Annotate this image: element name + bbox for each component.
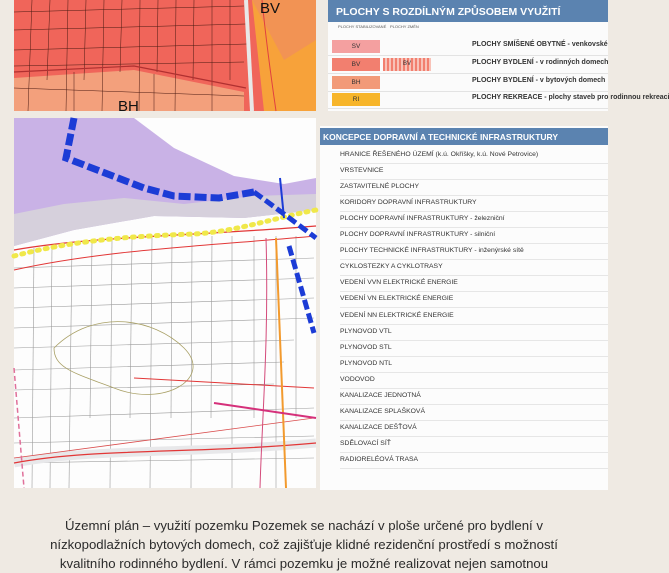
legend-item: VEDENÍ VN ELEKTRICKÉ ENERGIE <box>340 291 608 308</box>
infrastructure-legend-title: KONCEPCE DOPRAVNÍ A TECHNICKÉ INFRASTRUKTURY <box>320 128 608 145</box>
legend-item: PLYNOVOD NTL <box>340 356 608 373</box>
legend-item: PLOCHY DOPRAVNÍ INFRASTRUKTURY - železniční <box>340 211 608 228</box>
legend-item: PLYNOVOD STL <box>340 340 608 357</box>
legend-label-bv: PLOCHY BYDLENÍ - v rodinných domech <box>472 59 609 66</box>
legend-item: VEDENÍ NN ELEKTRICKÉ ENERGIE <box>340 308 608 325</box>
legend-item: PLYNOVOD VTL <box>340 324 608 341</box>
caption <box>0 516 608 573</box>
legend-item: VRSTEVNICE <box>340 163 608 180</box>
top-zoning-map <box>14 0 316 115</box>
legend-col-changes: PLOCHY ZMĚN <box>390 24 419 29</box>
legend-item: HRANICE ŘEŠENÉHO ÚZEMÍ (k.ú. Okříšky, k.ú. Nové Petrovice) <box>340 147 608 164</box>
caption-line: Územní plán – využití pozemku Pozemek se nachází v ploše určené pro bydlení v <box>65 518 543 533</box>
top-legend-title: PLOCHY S ROZDÍLNÝM ZPŮSOBEM VYUŽITÍ <box>328 0 608 22</box>
caption-line: nízkopodlažních bytových domech, což zajišťuje klidné rezidenční prostředí s možností <box>50 537 558 552</box>
legend-row-ri <box>328 91 669 109</box>
legend-label-bh: PLOCHY BYDLENÍ - v bytových domech <box>472 77 606 84</box>
legend-row-bv <box>328 56 608 74</box>
legend-label-sv: PLOCHY SMÍŠENÉ OBYTNÉ - venkovské <box>472 41 608 48</box>
legend-label-ri: PLOCHY REKREACE - plochy staveb pro rodinnou rekreaci <box>472 94 669 101</box>
legend-swatch-ri: RI <box>332 93 380 106</box>
legend-swatch-bh: BH <box>332 76 380 89</box>
infrastructure-map <box>14 118 316 488</box>
zone-label-bh: BH <box>118 98 139 115</box>
legend-item: KORIDORY DOPRAVNÍ INFRASTRUKTURY <box>340 195 608 212</box>
infrastructure-legend <box>320 126 608 490</box>
legend-item: VODOVOD <box>340 372 608 389</box>
legend-item: KANALIZACE SPLAŠKOVÁ <box>340 404 608 421</box>
legend-item: KANALIZACE DEŠŤOVÁ <box>340 420 608 437</box>
legend-item: PLOCHY DOPRAVNÍ INFRASTRUKTURY - silniční <box>340 227 608 244</box>
legend-swatch-bv-change: BV <box>383 58 431 71</box>
legend-item: SDĚLOVACÍ SÍŤ <box>340 436 608 453</box>
legend-item: KANALIZACE JEDNOTNÁ <box>340 388 608 405</box>
zone-label-bv: BV <box>260 0 281 17</box>
caption-line: kvalitního rodinného bydlení. V rámci pozemku je možné realizovat nejen samotnou <box>59 556 549 571</box>
infrastructure-map-drawing <box>14 118 316 488</box>
legend-swatch-bv: BV <box>332 58 380 71</box>
legend-row-bh <box>328 74 608 92</box>
legend-row-sv <box>328 38 608 56</box>
legend-item: VEDENÍ VVN ELEKTRICKÉ ENERGIE <box>340 275 608 292</box>
legend-item: PLOCHY TECHNICKÉ INFRASTRUKTURY - inženýrské sítě <box>340 243 608 260</box>
legend-swatch-sv: SV <box>332 40 380 53</box>
legend-item: ZASTAVITELNÉ PLOCHY <box>340 179 608 196</box>
top-legend <box>328 0 669 111</box>
legend-item: CYKLOSTEZKY A CYKLOTRASY <box>340 259 608 276</box>
legend-item: RADIORELÉOVÁ TRASA <box>340 452 608 469</box>
legend-col-stabilized: PLOCHY STABILIZOVANÉ <box>338 24 387 29</box>
